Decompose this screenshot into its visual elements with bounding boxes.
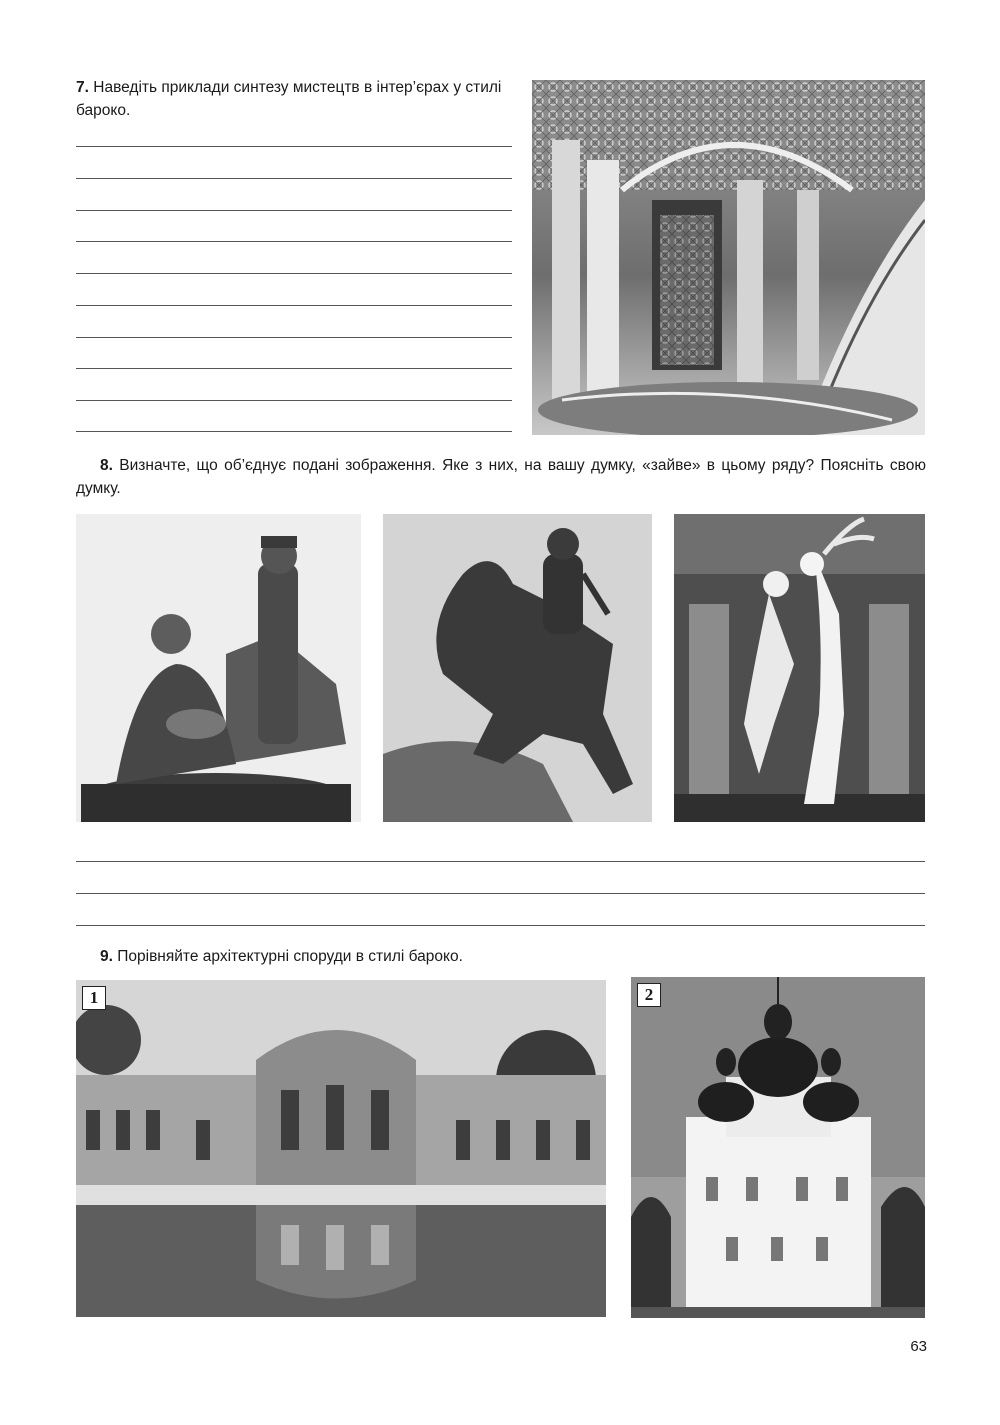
task-9-prompt: [100, 945, 920, 968]
task-8-prompt: [76, 454, 926, 500]
answer-line[interactable]: [76, 273, 512, 274]
task-8-number: 8.: [100, 457, 113, 474]
answer-line[interactable]: [76, 925, 925, 926]
answer-line[interactable]: [76, 893, 925, 894]
zwinger-palace-photo: [76, 980, 606, 1317]
answer-line[interactable]: [76, 861, 925, 862]
answer-line[interactable]: [76, 337, 512, 338]
equestrian-statue-photo: [383, 514, 652, 822]
answer-line[interactable]: [76, 400, 512, 401]
apollo-daphne-photo: [674, 514, 925, 822]
answer-line[interactable]: [76, 178, 512, 179]
answer-line[interactable]: [76, 146, 512, 147]
image-label-1: 1: [82, 986, 106, 1010]
sculpture-kobzar-photo: [76, 514, 361, 822]
answer-line[interactable]: [76, 241, 512, 242]
answer-line[interactable]: [76, 431, 512, 432]
answer-line[interactable]: [76, 368, 512, 369]
answer-line[interactable]: [76, 210, 512, 211]
task-7-prompt: [76, 76, 516, 122]
image-label-2: 2: [637, 983, 661, 1007]
page-number: 63: [910, 1338, 927, 1355]
task-8-text: Визначте, що об’єднує подані зображення. Яке з них, на вашу думку, «зайве» в цьому ряду? Поясніть свою думку.: [76, 457, 926, 497]
cossack-baroque-cathedral-photo: [631, 977, 925, 1318]
task-7-number: 7.: [76, 79, 89, 96]
task-9-number: 9.: [100, 948, 113, 965]
task-7-text: Наведіть приклади синтезу мистецтв в інтер’єрах у стилі бароко.: [76, 79, 502, 119]
baroque-interior-photo: [532, 80, 925, 435]
answer-line[interactable]: [76, 305, 512, 306]
task-9-text: Порівняйте архітектурні споруди в стилі бароко.: [117, 948, 463, 965]
